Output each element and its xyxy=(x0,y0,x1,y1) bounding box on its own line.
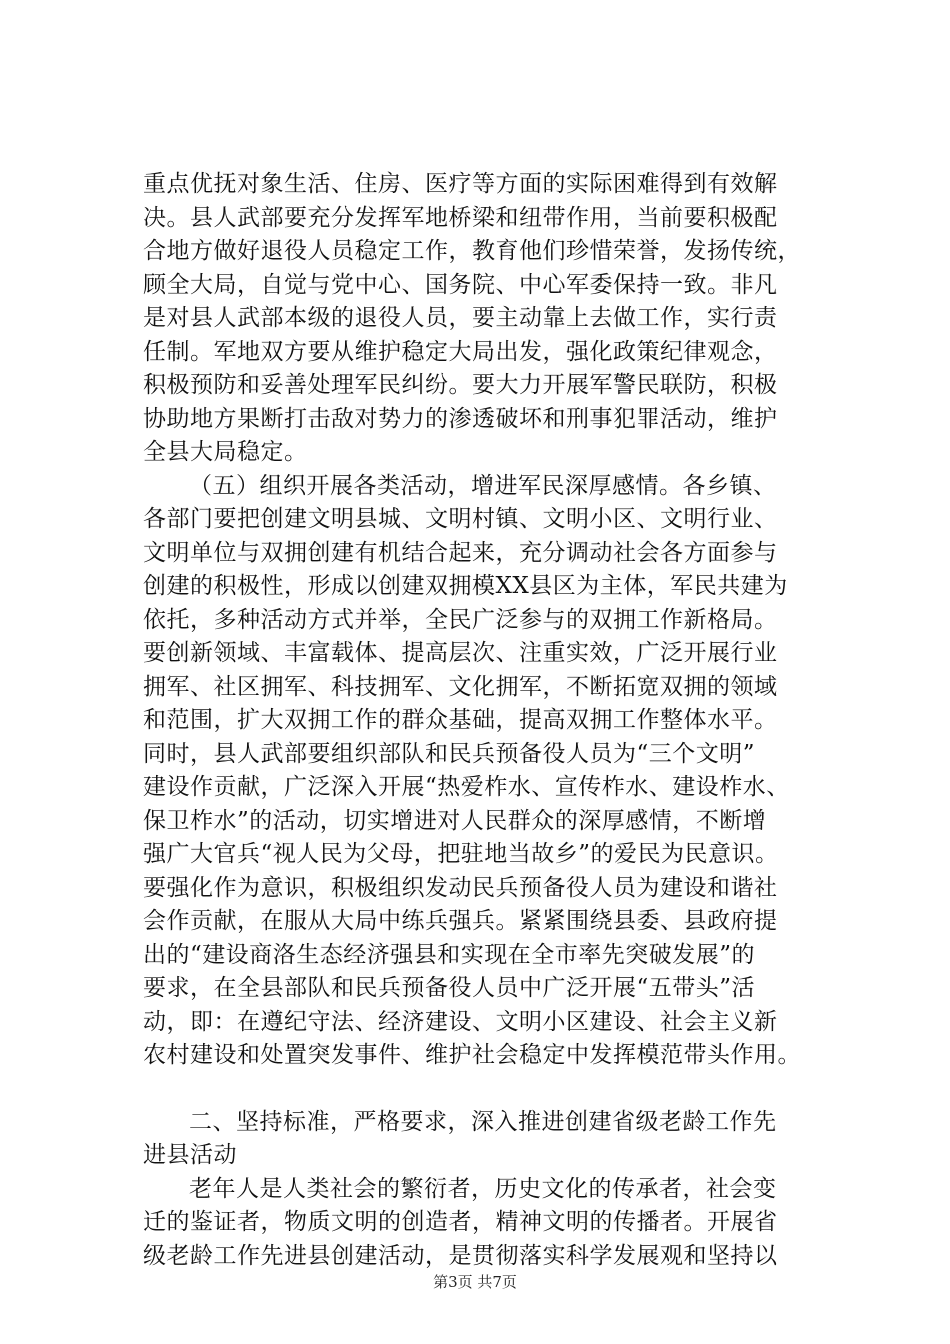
paragraph xyxy=(143,470,833,1073)
text-line: 要创新领域、丰富载体、提高层次、注重实效，广泛开展行业 xyxy=(143,640,778,666)
text-line: 合地方做好退役人员稳定工作，教育他们珍惜荣誉，发扬传统， xyxy=(143,238,801,264)
text-line: 和范围，扩大双拥工作的群众基础，提高双拥工作整体水平。 xyxy=(143,707,778,733)
text-line: 二、坚持标准，严格要求，深入推进创建省级老龄工作先 xyxy=(189,1108,777,1135)
text-line: 出的“建设商洛生态经济强县和实现在全市率先突破发展”的 xyxy=(143,941,756,968)
text-line: （五）组织开展各类活动，增进军民深厚感情。各乡镇、 xyxy=(189,472,777,499)
text-line: 进县活动 xyxy=(143,1142,237,1168)
text-line: 协助地方果断打击敌对势力的渗透破坏和刑事犯罪活动，维护 xyxy=(143,405,778,432)
text-line: 级老龄工作先进县创建活动，是贯彻落实科学发展观和坚持以 xyxy=(143,1242,778,1269)
paragraph xyxy=(143,168,833,470)
text-line: 积极预防和妥善处理军民纠纷。要大力开展军警民联防，积极 xyxy=(143,372,778,398)
text-line: 各部门要把创建文明县城、文明村镇、文明小区、文明行业、 xyxy=(143,506,778,532)
text-line: 文明单位与双拥创建有机结合起来，充分调动社会各方面参与 xyxy=(143,539,778,566)
text-line: 拥军、社区拥军、科技拥军、文化拥军，不断拓宽双拥的领域 xyxy=(143,673,778,700)
text-line: 要求，在全县部队和民兵预备役人员中广泛开展“五带头”活 xyxy=(143,975,756,1001)
text-line: 迁的鉴证者，物质文明的创造者，精神文明的传播者。开展省 xyxy=(143,1209,778,1235)
text-line: 创建的积极性，形成以创建双拥模XX县区为主体，军民共建为 xyxy=(143,573,788,599)
text-line: 同时，县人武部要组织部队和民兵预备役人员为“三个文明” xyxy=(143,740,756,767)
document-body xyxy=(143,168,833,1273)
text-line: 依托，多种活动方式并举，全民广泛参与的双拥工作新格局。 xyxy=(143,606,778,633)
text-line: 保卫柞水”的活动，切实增进对人民群众的深厚感情，不断增 xyxy=(143,807,767,834)
text-line: 全县大局稳定。 xyxy=(143,439,308,465)
text-line: 农村建设和处置突发事件、维护社会稳定中发挥模范带头作用。 xyxy=(143,1042,801,1068)
text-line: 重点优抚对象生活、住房、医疗等方面的实际困难得到有效解 xyxy=(143,171,778,197)
paragraph-spacer xyxy=(143,1073,833,1106)
text-line: 要强化作为意识，积极组织发动民兵预备役人员为建设和谐社 xyxy=(143,874,778,901)
paragraph xyxy=(143,1173,833,1274)
page-number-footer: 第3页 共7页 xyxy=(433,1273,517,1291)
text-line: 动，即：在遵纪守法、经济建设、文明小区建设、社会主义新 xyxy=(143,1008,778,1035)
text-line: 是对县人武部本级的退役人员，要主动靠上去做工作，实行责 xyxy=(143,305,778,331)
section-heading xyxy=(143,1106,833,1173)
text-line: 决。县人武部要充分发挥军地桥梁和纽带作用，当前要积极配 xyxy=(143,204,778,231)
text-line: 强广大官兵“视人民为父母，把驻地当故乡”的爱民为民意识。 xyxy=(143,841,779,867)
text-line: 会作贡献，在服从大局中练兵强兵。紧紧围绕县委、县政府提 xyxy=(143,908,778,934)
text-line: 建设作贡献，广泛深入开展“热爱柞水、宣传柞水、建设柞水、 xyxy=(143,774,790,800)
text-line: 老年人是人类社会的繁衍者，历史文化的传承者，社会变 xyxy=(189,1175,777,1202)
text-line: 任制。军地双方要从维护稳定大局出发，强化政策纪律观念， xyxy=(143,338,778,365)
text-line: 顾全大局，自觉与党中心、国务院、中心军委保持一致。非凡 xyxy=(143,271,778,298)
